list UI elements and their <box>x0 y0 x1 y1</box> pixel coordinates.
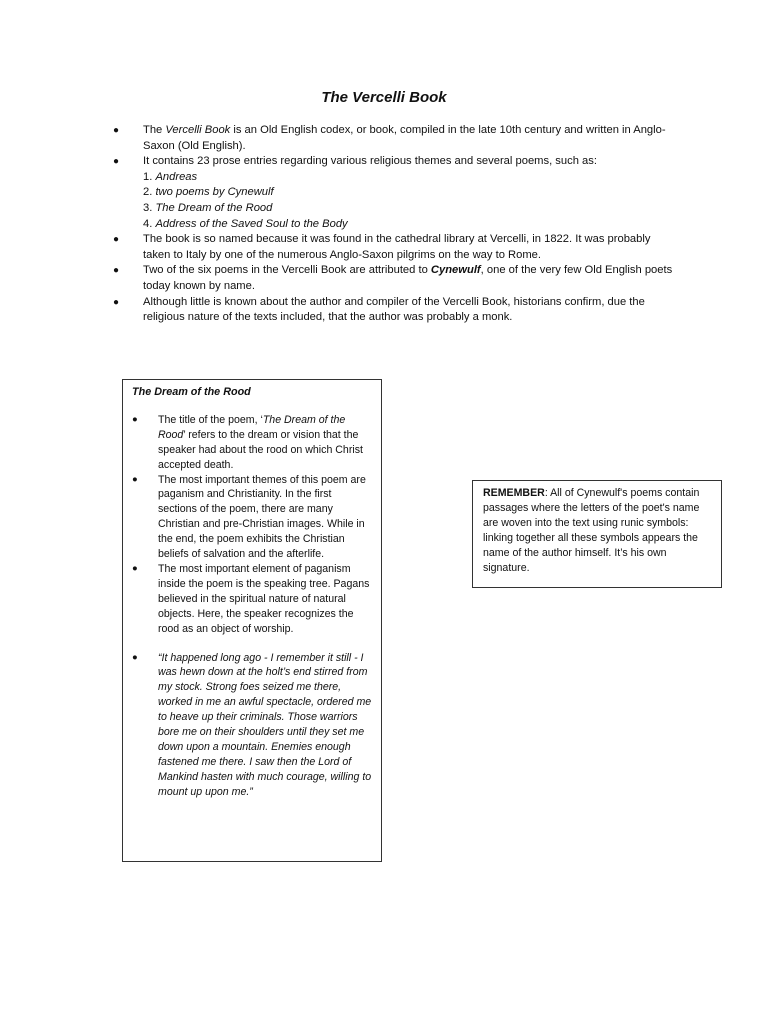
poem-number: 4. <box>143 217 156 230</box>
remember-label: REMEMBER <box>483 487 545 499</box>
bullet-icon: ● <box>113 296 120 308</box>
poem-quote: “It happened long ago - I remember it still - I was hewn down at the holt’s end stirred from my stock. Strong foes seized me there, worked in me an awful spectacle, ordered me to heave up their criminals. Those warriors bore me on their shoulders until they set me down upon a mountain. Enemies enough fastened me there. I saw then the Lord of Mankind hasten with much courage, willing to mount up upon me.” <box>158 651 372 798</box>
list-item <box>113 154 673 232</box>
list-item <box>132 473 372 562</box>
poem-name: Address of the Saved Soul to the Body <box>155 217 348 230</box>
item-text: Although little is known about the author and compiler of the Vercelli Book, historians confirm, due the religious nature of the texts included, that the author was probably a monk. <box>143 295 645 324</box>
rood-list <box>132 413 372 800</box>
list-item <box>113 263 673 294</box>
book-name: Vercelli Book <box>165 124 231 136</box>
poem-title: The Dream of the Rood <box>158 413 346 441</box>
item-text: The <box>143 124 166 136</box>
author-name: Cynewulf <box>430 264 481 277</box>
list-item <box>132 562 372 637</box>
bullet-icon: ● <box>113 156 120 168</box>
bullet-icon: ● <box>113 125 120 136</box>
item-text: It contains 23 prose entries regarding various religious themes and several poems, such as: <box>143 155 597 168</box>
poem-name: The Dream of the Rood <box>155 201 273 214</box>
item-text: Two of the six poems in the Vercelli Book are attributed to <box>143 264 431 277</box>
poem-entry <box>143 185 673 201</box>
poem-number: 3. <box>143 201 156 214</box>
poem-entry <box>143 170 673 186</box>
poem-entry <box>143 201 673 217</box>
item-text: The most important themes of this poem are paganism and Christianity. In the first sections of the poem, there are many Christian and pre-Christian images. While in the end, the poem exhibits the Christian beliefs of salvation and the afterlife. <box>158 473 366 561</box>
item-text: The title of the poem, ‘ <box>158 413 263 426</box>
bullet-icon: ● <box>132 473 138 485</box>
item-text: ’ refers to the dream or vision that the speaker had about the rood on which Christ accepted death. <box>158 428 363 471</box>
poem-name: two poems by Cynewulf <box>155 186 274 199</box>
box-heading: The Dream of the Rood <box>132 386 251 398</box>
item-text: , one of the very few Old English poets today known by name. <box>143 264 673 292</box>
item-text: The book is so named because it was found in the cathedral library at Vercelli, in 1822. It was probably taken to Italy by one of the numerous Anglo-Saxon pilgrims on the way to Rome. <box>143 233 651 261</box>
bullet-icon: ● <box>132 562 138 574</box>
poem-number: 1. <box>143 170 156 183</box>
bullet-icon: ● <box>132 651 138 663</box>
list-item <box>132 413 372 473</box>
item-text: is an Old English codex, or book, compiled in the late 10th century and written in Anglo-Saxon (Old English). <box>143 124 666 152</box>
item-text: The most important element of paganism inside the poem is the speaking tree. Pagans believed in the spiritual nature of natural objects. Here, the speaker recognizes the rood as an object of worship. <box>158 562 370 635</box>
remember-box <box>472 480 722 588</box>
list-item <box>113 232 673 263</box>
poem-name: Andreas <box>155 170 198 183</box>
intro-list <box>113 123 673 326</box>
remember-text: : All of Cynewulf's poems contain passages where the letters of the poet's name are woven into the text using runic symbols: linking together all these symbols appears the name of the author himself. It’s his own signature. <box>483 487 700 574</box>
list-item <box>113 123 673 154</box>
bullet-icon: ● <box>113 234 120 246</box>
bullet-icon: ● <box>132 413 138 425</box>
list-item <box>132 651 372 800</box>
poem-number: 2. <box>143 186 156 199</box>
list-item <box>113 295 673 326</box>
bullet-icon: ● <box>113 265 120 277</box>
dream-of-the-rood-box <box>122 379 382 862</box>
page-title: The Vercelli Book <box>321 89 447 106</box>
poem-entry <box>143 217 673 233</box>
